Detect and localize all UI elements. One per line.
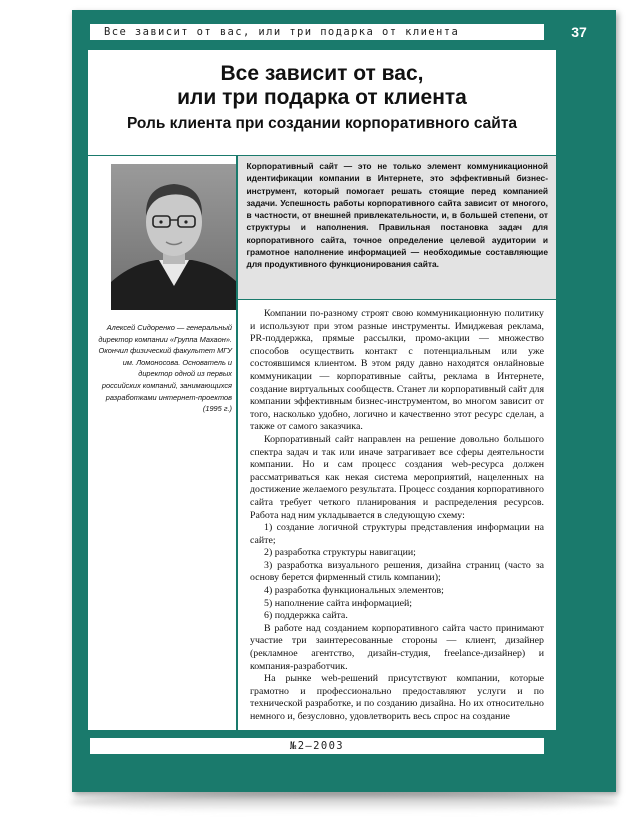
body-list-item: 6) поддержка сайта. xyxy=(264,610,348,622)
page-number: 37 xyxy=(571,24,587,40)
author-portrait-image xyxy=(111,164,237,310)
running-header: Все зависит от вас, или три подарка от клиента xyxy=(90,24,544,40)
lead-block xyxy=(238,156,557,300)
article-body xyxy=(250,308,544,724)
magazine-page xyxy=(72,10,616,792)
body-paragraph: На рынке web-решений присутствуют компании, которые грамотно и профессионально предоставляют услуги и по технической разработке, и по созданию дизайна. Но их относительно немного и, безусловно, удовлетворить весь спрос на создание xyxy=(250,673,544,722)
body-paragraph: Компании по-разному строят свою коммуникационную политику и используют при этом разные инструменты. Имиджевая реклама, PR-поддержка, прямые рассылки, промо-акции — множество способов осуществить контакт с потенциальным или уже состоявшимся клиентом. В этом ряду давно находятся онлайновые коммуникации — корпоративные сайты, реклама в Интернете, создание виртуальных сообществ. Станет ли корпоративный сайт для компании эффективным бизнес-инструментом, во многом зависит от того, насколько удобно, логично и качественно этот ресурс сделан, а также от самого заказчика. xyxy=(250,308,544,433)
page-content xyxy=(88,50,556,730)
body-list-item: 1) создание логичной структуры представления информации на сайте; xyxy=(250,522,544,546)
body-list-item: 5) наполнение сайта информацией; xyxy=(264,597,413,609)
body-list-item: 2) разработка структуры навигации; xyxy=(264,547,416,559)
article-title-line-2: или три подарка от клиента xyxy=(177,86,467,109)
issue-footer: №2–2003 xyxy=(90,738,544,754)
article-subtitle: Роль клиента при создании корпоративного сайта xyxy=(126,115,518,132)
lead-paragraph: Корпоративный сайт — это не только элемент коммуникационной идентификации компании в Интернете, это эффективный бизнес-инструмент, который помогает решать стоящие перед компанией задачи. Успешность работы корпоративного сайта зависит от многого, в частности, от внешней привлекательности, и, в большей степени, от структуры и наполнения. Правильная постановка задач для корпоративного сайта, точное определение целевой аудитории и грамотное наполнение информацией — необходимые составляющие для продуктивного функционирования сайта. xyxy=(246,161,548,270)
body-paragraph: Корпоративный сайт направлен на решение довольно большого спектра задач и так или иначе затрагивает все сферы деятельности компании. Но и сам процесс создания web-ресурса должен рассматриваться как некая система мероприятий, нацеленных на достижение желаемого результата. Процесс создания корпоративного сайта требует четкого планирования и распределения ресурсов. Работа над ним укладывается в следующую схему: xyxy=(250,433,544,521)
title-block xyxy=(88,50,556,156)
article-title-line-1: Все зависит от вас, xyxy=(220,62,424,85)
body-list-item: 4) разработка функциональных элементов; xyxy=(264,585,444,597)
author-photo xyxy=(111,164,237,310)
page-shadow xyxy=(70,792,618,812)
author-caption: Алексей Сидоренко — генеральный директор компании «Группа Махаон». Окончил физический факультет МГУ им. Ломоносова. Основатель и директор одной из первых российских компаний, занимающихся разработками интернет-проектов (1995 г.) xyxy=(98,323,232,414)
body-list-item: 3) разработка визуального решения, дизайна страниц (часто за основу берется фирменный стиль компании); xyxy=(250,559,544,584)
body-paragraph: В работе над созданием корпоративного сайта часто принимают участие три заинтересованные стороны — клиент, дизайнер (рекламное агентство, дизайн-студия, freelance-дизайнер) и компания-разработчик. xyxy=(250,622,544,672)
